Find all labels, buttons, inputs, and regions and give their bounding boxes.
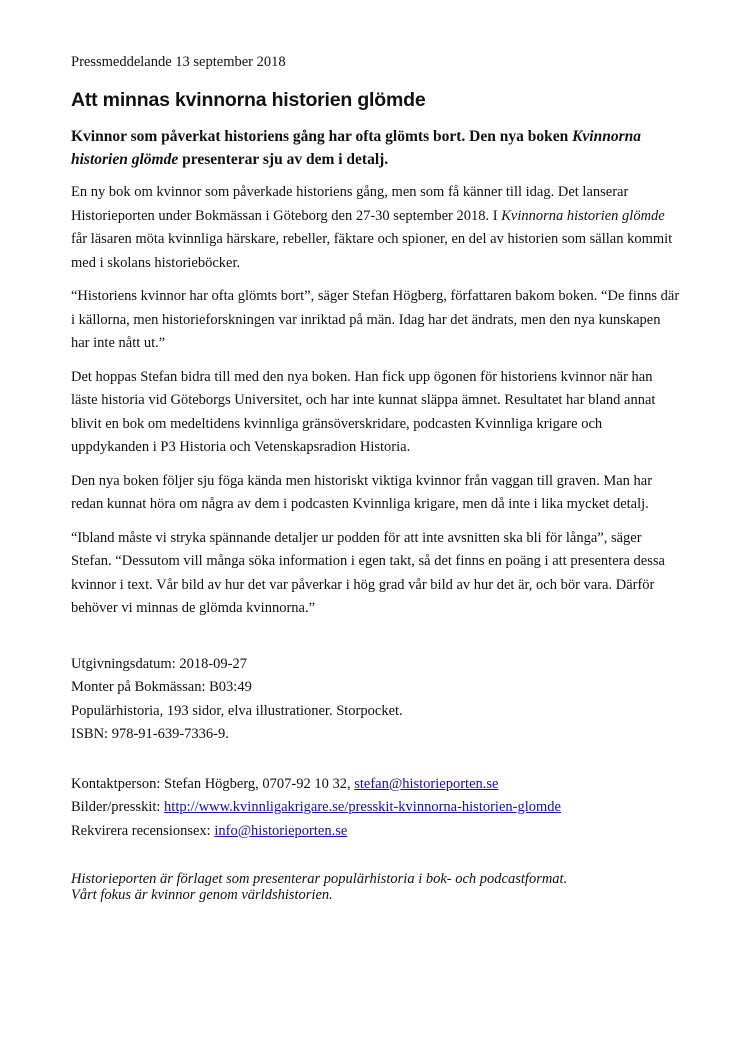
body-paragraph-2: “Historiens kvinnor har ofta glömts bort”, säger Stefan Högberg, författaren bakom boken. “De finns där i källorna, men historieforskningen var inriktad på män. Idag har det ändrats, men den nya kunskapen har inte nått ut.” (71, 288, 680, 351)
page-title: Att minnas kvinnorna historien glömde (71, 89, 426, 111)
footer-line-2: Vårt fokus är kvinnor genom världshistorien. (71, 887, 333, 903)
contact-person-line (71, 773, 681, 797)
presskit-link[interactable]: http://www.kvinnligakrigare.se/presskit-kvinnorna-historien-glomde (164, 799, 561, 815)
book-facts (71, 653, 681, 747)
fair-booth: Monter på Bokmässan: B03:49 (71, 679, 252, 695)
presskit-line (71, 796, 681, 820)
paragraph-1-text-2: får läsaren möta kvinnliga härskare, rebeller, fäktare och spioner, en del av historien som sällan kommit med i skolans historieböcker. (71, 231, 673, 271)
lead-paragraph (71, 125, 681, 171)
body-paragraph-3: Det hoppas Stefan bidra till med den nya boken. Han fick upp ögonen för historiens kvinnor när han läste historia vid Göteborgs Universitet, och har inte kunnat släppa ämnet. Resultatet har bland annat blivit en bok om medeltidens kvinnliga gränsöverskridare, podcasten Kvinnliga krigare och uppdykanden i P3 Historia och Vetenskapsradion Historia. (71, 368, 656, 455)
contact-email-link[interactable]: stefan@historieporten.se (354, 775, 499, 792)
lead-text-1: Kvinnor som påverkat historiens gång har ofta glömts bort. Den nya boken (71, 128, 573, 145)
review-copy-label: Rekvirera recensionsex: (71, 822, 215, 839)
paragraph-1-book-title: Kvinnorna historien glömde (501, 207, 665, 224)
footer-line-1: Historieporten är förlaget som presenterar populärhistoria i bok- och podcastformat. (71, 871, 568, 887)
release-date: Utgivningsdatum: 2018-09-27 (71, 655, 248, 672)
isbn: ISBN: 978-91-639-7336-9. (71, 726, 229, 742)
book-format: Populärhistoria, 193 sidor, elva illustrationer. Storpocket. (71, 702, 403, 719)
publisher-footer (71, 871, 681, 903)
release-date-line: Pressmeddelande 13 september 2018 (71, 54, 286, 70)
lead-text-2: presenterar sju av dem i detalj. (178, 151, 389, 168)
paragraph-1-text-1: En ny bok om kvinnor som påverkade historiens gång, men som få känner till idag. Det lanserar Historieporten under Bokmässan i Göteborg den 27-30 september 2018. I (71, 184, 629, 224)
body-paragraph-1 (71, 181, 681, 275)
contact-person-label: Kontaktperson: Stefan Högberg, 0707-92 10 32, (71, 775, 355, 792)
press-release (71, 52, 681, 903)
presskit-label: Bilder/presskit: (71, 799, 165, 815)
body-paragraph-5: “Ibland måste vi stryka spännande detaljer ur podden för att inte avsnitten ska bli för långa”, säger Stefan. “Dessutom vill många söka information i egen takt, så det finns en poäng i att presentera dessa kvinnor i text. Vår bild av hur det var påverkar i hög grad vår bild av hur det är, och bör vara. Därför behöver vi minnas de glömda kvinnorna.” (71, 529, 665, 616)
review-email-link[interactable]: info@historieporten.se (214, 822, 348, 839)
review-copy-line (71, 820, 681, 844)
contact-info (71, 773, 681, 844)
body-paragraph-4: Den nya boken följer sju föga kända men historiskt viktiga kvinnor från vaggan till graven. Man har redan kunnat höra om några av dem i podcasten Kvinnliga krigare, men då inte i lika mycket detalj. (71, 472, 653, 512)
lead-book-title: Kvinnorna historien glömde (71, 128, 641, 168)
